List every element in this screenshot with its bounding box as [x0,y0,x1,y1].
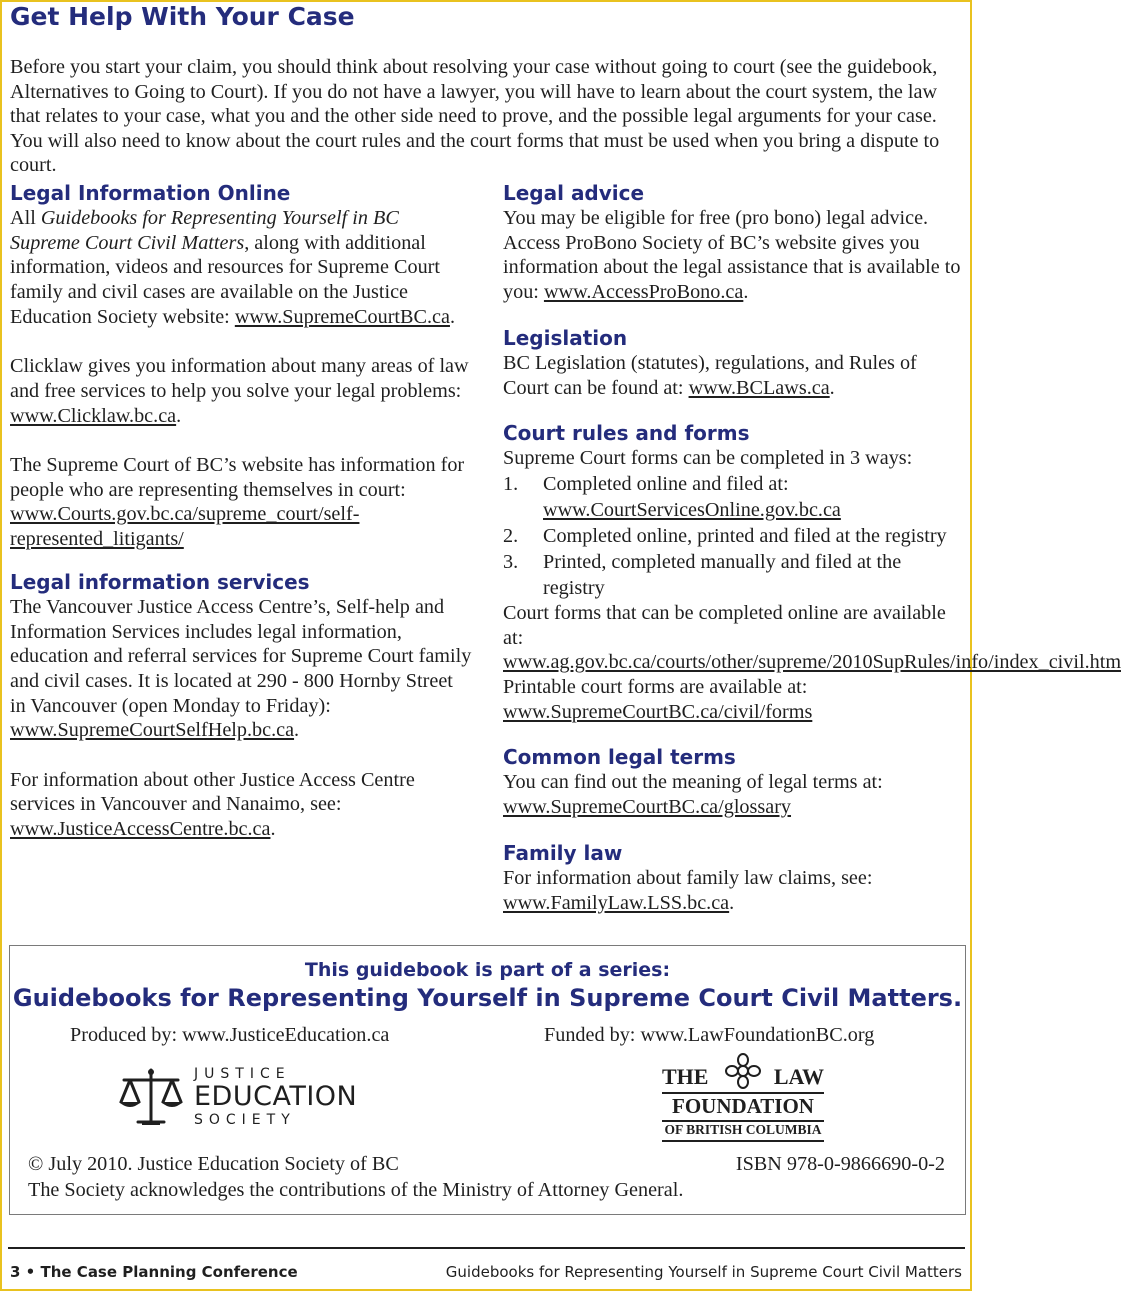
text: Court forms that can be completed online are available at: [503,601,946,649]
list-number: 2. [503,524,519,547]
left-column [10,180,472,842]
ways-list [503,471,961,601]
supremecourtselfhelp-link[interactable]: www.SupremeCourtSelfHelp.bc.ca [10,719,295,742]
page-title: Get Help With Your Case [10,2,355,31]
printable-forms-paragraph [503,675,961,724]
list-number: 3. [503,550,519,573]
text: Clicklaw gives you information about many areas of law and free services to help you solve your legal problems: [10,355,469,402]
text: Printable court forms are available at: [503,676,808,699]
section-title: Legislation [503,325,628,350]
produced-by: Produced by: www.JusticeEducation.ca [70,1024,390,1046]
logo-rule [662,1140,824,1142]
acknowledgement: The Society acknowledges the contributions of the Ministry of Attorney General. [28,1179,684,1201]
right-column [503,180,1121,915]
online-paragraph-2: Clicklaw gives you information about many areas of law and free services to help you solve your legal problems: www.Clicklaw.bc.ca. [10,355,469,427]
intro-paragraph: Before you start your claim, you should think about resolving your case without going to court (see the guidebook, Alternatives to Going to Court). If you do not have a lawyer, you will have to learn about the court system, the law that relates to your case, what you and the other side need to prove, and the possible legal arguments for your case. You will also need to know about the court rules and the court forms that must be used when you bring a dispute to court. [10,56,940,177]
online-paragraph-1: All Guidebooks for Representing Yourself in BC Supreme Court Civil Matters, along with additional information, videos and resources for Supreme Court family and civil cases are available on the Justice Education Society website: www.SupremeCourtBC.ca. [10,207,455,328]
logo-line: EDUCATION [194,1081,358,1112]
guidebooks-title: Guidebooks for Representing Yourself in BC Supreme Court Civil Matters [10,207,399,254]
online-paragraph-3 [10,453,472,552]
section-title: Legal information services [10,569,310,594]
ag-gov-forms-link[interactable]: www.ag.gov.bc.ca/courts/other/supreme/2010SupRules/info/index_civil.htm [503,651,1121,674]
list-item [503,549,961,601]
logo-line: SOCIETY [194,1112,296,1128]
text: All [10,207,41,229]
glossary-link[interactable]: www.SupremeCourtBC.ca/glossary [503,796,792,819]
text: You may be eligible for free (pro bono) legal advice. Access ProBono Society of BC’s website gives you information about the legal assistance that is available to you: [503,207,961,304]
familylaw-link[interactable]: www.FamilyLaw.LSS.bc.ca [503,891,730,914]
page-number: 3 [10,1263,21,1281]
court-rules-lead: Supreme Court forms can be completed in 3 ways: [503,447,913,470]
section-legal-advice [503,180,961,305]
text: Printed, completed manually and filed at the registry [543,550,902,599]
section-court-rules-and-forms [503,420,1121,724]
isbn: ISBN 978-0-9866690-0-2 [735,1153,945,1175]
family-paragraph: For information about family law claims, see: www.FamilyLaw.LSS.bc.ca. [503,866,873,914]
series-box [9,945,966,1215]
section-family-law [503,840,961,915]
section-title: Family law [503,840,623,865]
jes-wordmark [194,1066,376,1128]
text: BC Legislation (statutes), regulations, and Rules of Court can be found at: [503,351,917,399]
copyright: © July 2010. Justice Education Society of BC [28,1153,399,1175]
funded-by: Funded by: www.LawFoundationBC.org [544,1024,875,1046]
bclaws-link[interactable]: www.BCLaws.ca [688,376,830,399]
logo-word: THE [662,1064,709,1089]
section-legal-information-online [10,180,472,552]
text: The Supreme Court of BC’s website has information for people who are representing themselves in court: [10,454,465,501]
scales-of-justice-icon [116,1066,186,1132]
supremecourtbc-link[interactable]: www.SupremeCourtBC.ca [234,305,450,328]
accessprobono-link[interactable]: www.AccessProBono.ca [543,281,744,304]
justiceaccesscentre-link[interactable]: www.JusticeAccessCentre.bc.ca [10,818,271,841]
text: You can find out the meaning of legal terms at: [503,771,883,794]
flower-icon [723,1054,763,1088]
logo-word: OF BRITISH COLUMBIA [664,1122,822,1137]
legislation-paragraph: BC Legislation (statutes), regulations, and Rules of Court can be found at: www.BCLaws.ca. [503,351,917,399]
logo-line: JUSTICE [194,1066,291,1082]
terms-paragraph [503,770,961,819]
courtservicesonline-link[interactable]: www.CourtServicesOnline.gov.bc.ca [543,498,841,521]
law-foundation-logo [662,1054,824,1142]
footer-section [10,1263,298,1281]
text: For information about other Justice Access Centre services in Vancouver and Nanaimo, see: [10,768,415,816]
series-kicker: This guidebook is part of a series: [304,959,671,981]
section-title: Court rules and forms [503,421,750,446]
section-title: Legal Information Online [10,181,291,205]
services-paragraph-2: For information about other Justice Access Centre services in Vancouver and Nanaimo, see: www.JusticeAccessCentre.bc.ca. [10,768,415,841]
services-paragraph-1: The Vancouver Justice Access Centre’s, Self-help and Information Services includes legal information, education and referral services for Supreme Court family and civil cases. It is located at 290 - 800 Hornby Street in Vancouver (open Monday to Friday): www.SupremeCourtSelfHelp.bc.ca. [10,595,472,742]
logo-word: FOUNDATION [672,1094,814,1118]
courts-self-represented-link[interactable]: www.Courts.gov.bc.ca/supreme_court/self-represented_litigants/ [10,503,360,551]
logo-word: LAW [773,1064,824,1089]
section-name: The Case Planning Conference [40,1263,298,1281]
text: The Vancouver Justice Access Centre’s, Self-help and Information Services includes legal information, education and referral services for Supreme Court family and civil cases. It is located at 290 - 800 Hornby Street in Vancouver (open Monday to Friday): [10,595,472,717]
justice-education-society-logo [116,1066,376,1132]
section-legislation [503,325,961,400]
section-legal-information-services [10,569,472,842]
section-title: Legal advice [503,181,645,205]
clicklaw-link[interactable]: www.Clicklaw.bc.ca [10,404,177,427]
text: For information about family law claims, see: [503,866,873,889]
civil-forms-link[interactable]: www.SupremeCourtBC.ca/civil/forms [503,700,813,723]
list-number: 1. [503,472,519,495]
text: , along with additional information, videos and resources for Supreme Court family and civil cases are available on the Justice Education Society website: [10,231,440,328]
footer-rule [8,1247,965,1249]
online-forms-paragraph [503,601,1121,675]
text: Completed online and filed at: [543,472,789,495]
logo-row [662,1060,824,1090]
list-item [503,523,961,549]
advice-paragraph: You may be eligible for free (pro bono) legal advice. Access ProBono Society of BC’s website gives you information about the legal assistance that is available to you: www.AccessProBono.ca. [503,207,961,304]
footer-series: Guidebooks for Representing Yourself in Supreme Court Civil Matters [445,1263,962,1281]
list-item [503,471,961,523]
section-common-legal-terms [503,744,961,819]
bullet: • [25,1263,36,1281]
text: Completed online, printed and filed at the registry [543,524,947,547]
series-title: Guidebooks for Representing Yourself in Supreme Court Civil Matters. [12,984,963,1012]
section-title: Common legal terms [503,745,736,770]
